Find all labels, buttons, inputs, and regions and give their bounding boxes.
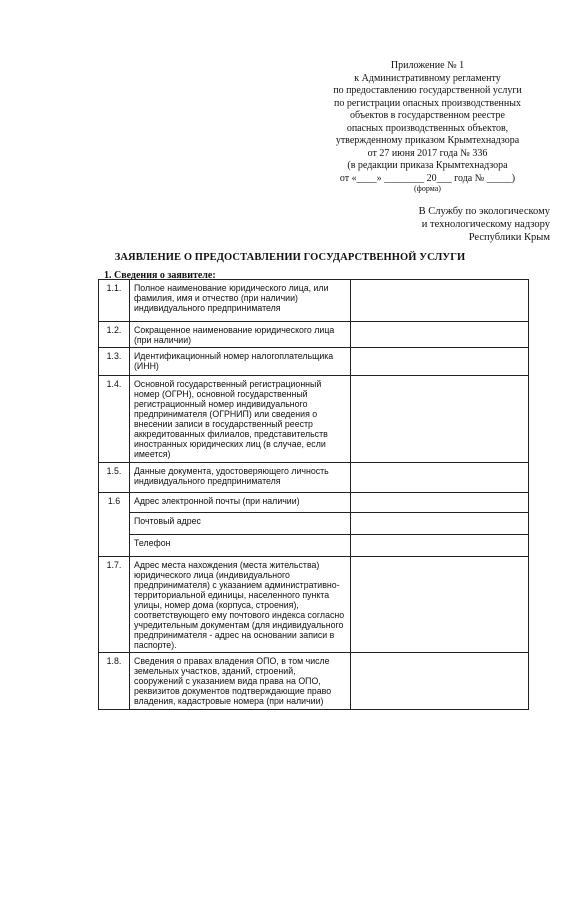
row-value-field[interactable] [350,348,528,376]
header-line: объектов в государственном реестре [350,110,505,121]
header-line: от 27 июня 2017 года № 336 [367,147,488,159]
row-number: 1.7. [99,557,130,653]
addressee-line: и технологическому надзору [421,219,550,230]
header-line: утвержденному приказом Крымтехнадзора [335,135,520,146]
addressee-line: В Службу по экологическому [418,206,550,217]
addressee-line: Республики Крым [468,232,550,243]
row-number: 1.1. [99,280,130,322]
table-row [99,493,529,513]
table-row [99,557,529,653]
row-value-field[interactable] [350,535,528,557]
table-row [99,463,529,493]
header-line: опасных производственных объектов, [346,122,509,134]
row-value-field[interactable] [350,463,528,493]
row-value-field[interactable] [350,280,528,322]
row-label: Сокращенное наименование юридического лица (при наличии) [129,322,350,348]
row-label: Полное наименование юридического лица, или фамилия, имя и отчество (при наличии) индивидуального предпринимателя [129,280,350,322]
header-line: от «____» ________ 20___ года № _____) [339,172,516,184]
addressee-block [325,205,550,244]
row-value-field[interactable] [350,376,528,463]
applicant-info-table [98,279,529,710]
row-number: 1.4. [99,376,130,463]
appendix-header [300,60,555,194]
row-label: Данные документа, удостоверяющего личность индивидуального предпринимателя [129,463,350,493]
document-title: ЗАЯВЛЕНИЕ О ПРЕДОСТАВЛЕНИИ ГОСУДАРСТВЕННОЙ УСЛУГИ [114,252,466,263]
row-label: Почтовый адрес [129,513,350,535]
row-value-field[interactable] [350,493,528,513]
row-label: Телефон [129,535,350,557]
row-label: Сведения о правах владения ОПО, в том числе земельных участков, зданий, строений, сооружений с указанием вида права на ОПО, реквизитов документов подтверждающие право владения, кадастровые номера (при наличии) [129,653,350,710]
row-number: 1.2. [99,322,130,348]
row-value-field[interactable] [350,653,528,710]
table-row [99,653,529,710]
row-value-field[interactable] [350,513,528,535]
header-line: по регистрации опасных производственных [334,97,521,109]
form-note: (форма) [414,184,441,193]
table-row [99,348,529,376]
row-number: 1.5. [99,463,130,493]
header-line: по предоставлению государственной услуги [333,85,522,96]
table-row [99,376,529,463]
row-label: Адрес места нахождения (места жительства) юридического лица (индивидуального предпринимателя) с указанием административно-территориальной единицы, населенного пункта улицы, номер дома (корпуса, строения), соответствующего ему почтового индекса согласно учредительным документам (для индивидуального предпринимателя - адрес на основании записи в паспорте). [129,557,350,653]
row-label: Идентификационный номер налогоплательщика (ИНН) [129,348,350,376]
section-title: 1. Сведения о заявителе: [104,270,216,281]
row-label: Основной государственный регистрационный номер (ОГРН), основной государственный регистрационный номер индивидуального предпринимателя (ОГРНИП) или сведения о внесении записи в государственный реестр аккредитованных филиалов, представительств иностранных юридических лиц (в случае, если имеется) [129,376,350,463]
row-label: Адрес электронной почты (при наличии) [129,493,350,513]
table-row [99,513,529,535]
row-value-field[interactable] [350,557,528,653]
header-line: (в редакции приказа Крымтехнадзора [347,160,508,171]
row-number: 1.3. [99,348,130,376]
row-number: 1.8. [99,653,130,710]
table-row [99,280,529,322]
row-value-field[interactable] [350,322,528,348]
table-row [99,322,529,348]
row-number: 1.6 [99,493,130,557]
header-line: к Административному регламенту [354,72,501,84]
header-line: Приложение № 1 [390,60,465,71]
table-row [99,535,529,557]
